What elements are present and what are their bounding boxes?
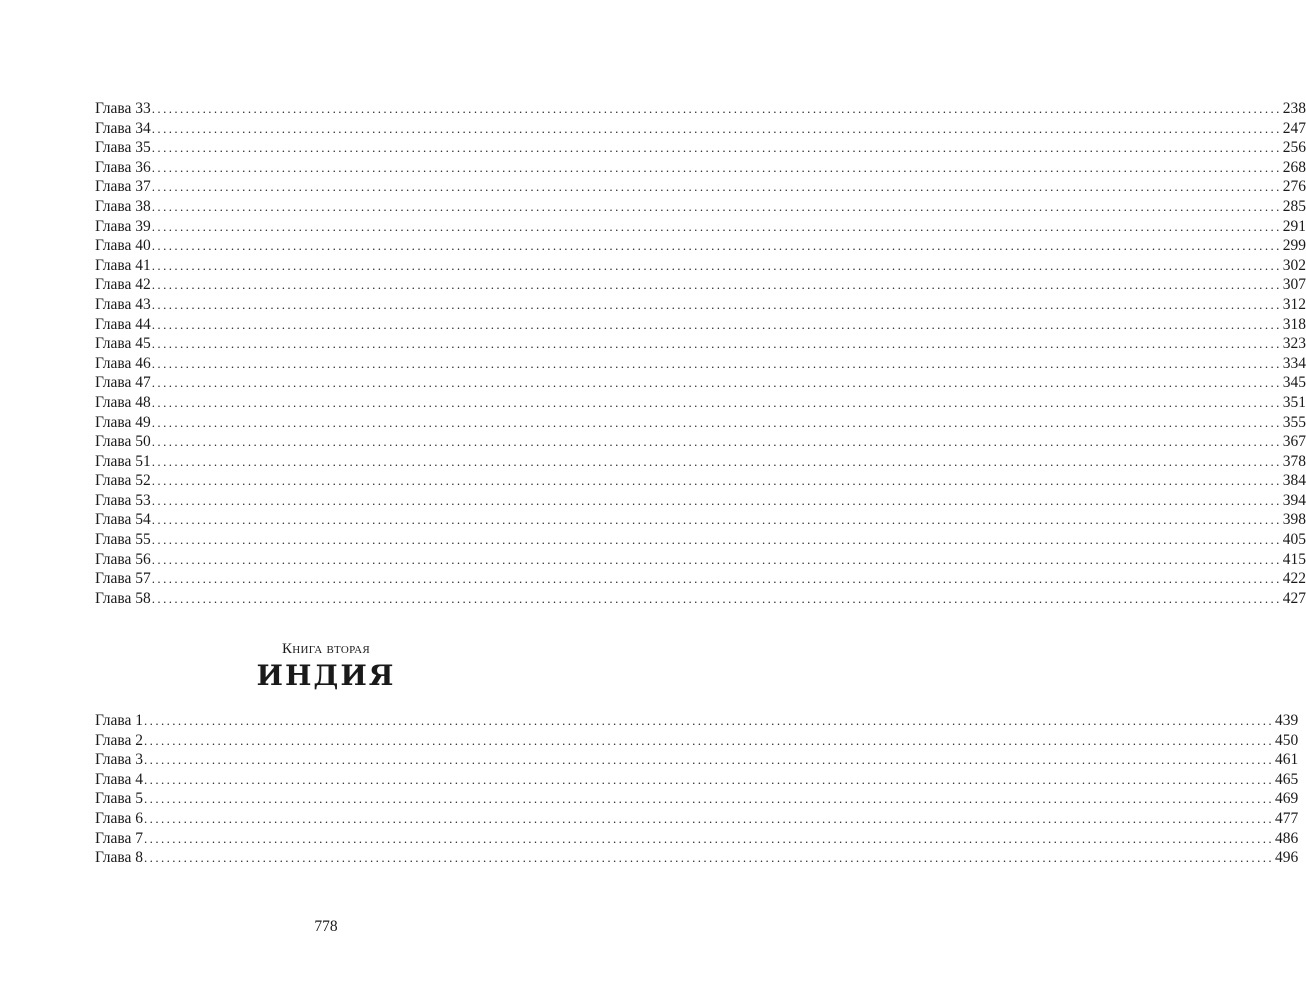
- toc-entry-page: 351: [1282, 393, 1306, 411]
- toc-entry-title: Глава 43: [95, 295, 151, 313]
- toc-entry: [95, 809, 1299, 829]
- dot-leader: ........................................................................................................................................................................................................: [151, 198, 1282, 214]
- dot-leader: ........................................................................................................................................................................................................: [151, 512, 1282, 528]
- toc-entry-page: 285: [1282, 197, 1306, 215]
- toc-entry-title: Глава 2: [95, 731, 144, 749]
- toc-entry-page: 450: [1275, 731, 1299, 749]
- toc-entry-title: Глава 4: [95, 770, 144, 788]
- toc-entry: [95, 471, 1306, 491]
- dot-leader: ........................................................................................................................................................................................................: [151, 532, 1282, 548]
- dot-leader: ........................................................................................................................................................................................................: [151, 551, 1282, 567]
- toc-entry-page: 465: [1275, 770, 1299, 788]
- toc-entry-page: 334: [1282, 354, 1306, 372]
- toc-entry-title: Глава 34: [95, 119, 151, 137]
- dot-leader: ........................................................................................................................................................................................................: [151, 316, 1282, 332]
- dot-leader: ........................................................................................................................................................................................................: [144, 850, 1275, 866]
- toc-entry: [95, 197, 1306, 217]
- toc-entry-title: Глава 58: [95, 589, 151, 607]
- toc-entry: [95, 770, 1299, 790]
- toc-entry-title: Глава 48: [95, 393, 151, 411]
- dot-leader: ........................................................................................................................................................................................................: [144, 830, 1275, 846]
- toc-entry-page: 256: [1282, 139, 1306, 157]
- toc-entry-page: 276: [1282, 178, 1306, 196]
- dot-leader: ........................................................................................................................................................................................................: [151, 140, 1282, 156]
- toc-entry-page: 398: [1282, 511, 1306, 529]
- toc-entry: [95, 789, 1299, 809]
- dot-leader: ........................................................................................................................................................................................................: [151, 394, 1282, 410]
- toc-entry-page: 422: [1282, 570, 1306, 588]
- toc-entry: [95, 315, 1306, 335]
- toc-entry-page: 384: [1282, 472, 1306, 490]
- toc-entry: [95, 491, 1306, 511]
- toc-entry-title: Глава 55: [95, 531, 151, 549]
- dot-leader: ........................................................................................................................................................................................................: [151, 434, 1282, 450]
- toc-entry: [95, 432, 1306, 452]
- toc-entry: [95, 829, 1299, 849]
- dot-leader: ........................................................................................................................................................................................................: [151, 453, 1282, 469]
- toc-entry-title: Глава 45: [95, 335, 151, 353]
- toc-list-part-two: [95, 711, 1299, 868]
- dot-leader: ........................................................................................................................................................................................................: [151, 590, 1282, 606]
- dot-leader: ........................................................................................................................................................................................................: [151, 257, 1282, 273]
- toc-entry-title: Глава 56: [95, 550, 151, 568]
- toc-entry-page: 318: [1282, 315, 1306, 333]
- toc-entry-page: 345: [1282, 374, 1306, 392]
- page-number: 778: [314, 918, 338, 935]
- book-title: ИНДИЯ: [256, 659, 396, 692]
- toc-entry-page: 367: [1282, 433, 1306, 451]
- toc-entry-page: 247: [1282, 119, 1306, 137]
- toc-entry: [95, 275, 1306, 295]
- toc-entry: [95, 99, 1306, 119]
- toc-entry-title: Глава 3: [95, 751, 144, 769]
- dot-leader: ........................................................................................................................................................................................................: [151, 336, 1282, 352]
- toc-entry: [95, 569, 1306, 589]
- dot-leader: ........................................................................................................................................................................................................: [151, 159, 1282, 175]
- toc-entry-page: 469: [1275, 790, 1299, 808]
- toc-entry-title: Глава 57: [95, 570, 151, 588]
- dot-leader: ........................................................................................................................................................................................................: [151, 414, 1282, 430]
- toc-entry-title: Глава 33: [95, 100, 151, 117]
- dot-leader: ........................................................................................................................................................................................................: [151, 473, 1282, 489]
- toc-entry-page: 415: [1282, 550, 1306, 568]
- toc-entry: [95, 256, 1306, 276]
- toc-entry-title: Глава 1: [95, 712, 144, 729]
- toc-entry: [95, 750, 1299, 770]
- toc-entry-title: Глава 5: [95, 790, 144, 808]
- toc-entry: [95, 530, 1306, 550]
- toc-entry: [95, 295, 1306, 315]
- toc-entry-title: Глава 39: [95, 217, 151, 235]
- dot-leader: ........................................................................................................................................................................................................: [144, 791, 1275, 807]
- toc-entry: [95, 217, 1306, 237]
- dot-leader: ........................................................................................................................................................................................................: [151, 101, 1282, 116]
- dot-leader: ........................................................................................................................................................................................................: [144, 771, 1275, 787]
- toc-entry-title: Глава 6: [95, 809, 144, 827]
- toc-entry-title: Глава 52: [95, 472, 151, 490]
- dot-leader: ........................................................................................................................................................................................................: [151, 120, 1282, 136]
- toc-entry-title: Глава 36: [95, 158, 151, 176]
- toc-entry-title: Глава 8: [95, 849, 144, 867]
- toc-entry: [95, 848, 1299, 868]
- toc-entry-page: 312: [1282, 295, 1306, 313]
- toc-entry: [95, 731, 1299, 751]
- toc-entry: [95, 119, 1306, 139]
- toc-entry: [95, 354, 1306, 374]
- toc-entry-title: Глава 35: [95, 139, 151, 157]
- dot-leader: ........................................................................................................................................................................................................: [144, 810, 1275, 826]
- toc-entry-page: 307: [1282, 276, 1306, 294]
- toc-entry-page: 268: [1282, 158, 1306, 176]
- toc-entry-page: 496: [1275, 849, 1299, 867]
- dot-leader: ........................................................................................................................................................................................................: [144, 752, 1275, 768]
- toc-entry: [95, 158, 1306, 178]
- toc-entry-page: 394: [1282, 491, 1306, 509]
- toc-entry: [95, 589, 1306, 609]
- toc-entry-title: Глава 37: [95, 178, 151, 196]
- toc-entry-page: 405: [1282, 531, 1306, 549]
- dot-leader: ........................................................................................................................................................................................................: [144, 713, 1275, 728]
- dot-leader: ........................................................................................................................................................................................................: [151, 238, 1282, 254]
- toc-entry-page: 477: [1275, 809, 1299, 827]
- toc-entry-title: Глава 51: [95, 452, 151, 470]
- toc-entry-title: Глава 42: [95, 276, 151, 294]
- toc-entry: [95, 373, 1306, 393]
- toc-entry: [95, 452, 1306, 472]
- toc-entry: [95, 138, 1306, 158]
- toc-entry-page: 355: [1282, 413, 1306, 431]
- dot-leader: ........................................................................................................................................................................................................: [151, 277, 1282, 293]
- dot-leader: ........................................................................................................................................................................................................: [144, 732, 1275, 748]
- toc-entry: [95, 413, 1306, 433]
- toc-entry-page: 299: [1282, 237, 1306, 255]
- toc-entry-page: 323: [1282, 335, 1306, 353]
- toc-entry-page: 439: [1275, 712, 1299, 729]
- toc-list-part-one: [95, 99, 1306, 608]
- toc-entry-title: Глава 7: [95, 829, 144, 847]
- dot-leader: ........................................................................................................................................................................................................: [151, 355, 1282, 371]
- toc-entry: [95, 550, 1306, 570]
- toc-entry-title: Глава 50: [95, 433, 151, 451]
- toc-entry-page: 427: [1282, 589, 1306, 607]
- dot-leader: ........................................................................................................................................................................................................: [151, 218, 1282, 234]
- toc-entry: [95, 510, 1306, 530]
- toc-entry-page: 378: [1282, 452, 1306, 470]
- dot-leader: ........................................................................................................................................................................................................: [151, 571, 1282, 587]
- toc-entry-page: 291: [1282, 217, 1306, 235]
- dot-leader: ........................................................................................................................................................................................................: [151, 375, 1282, 391]
- toc-entry-title: Глава 46: [95, 354, 151, 372]
- toc-entry-title: Глава 44: [95, 315, 151, 333]
- toc-entry-title: Глава 54: [95, 511, 151, 529]
- toc-entry-title: Глава 47: [95, 374, 151, 392]
- toc-entry-page: 486: [1275, 829, 1299, 847]
- book-subtitle: Книга вторая: [281, 641, 371, 657]
- toc-entry-page: 302: [1282, 256, 1306, 274]
- toc-entry-title: Глава 49: [95, 413, 151, 431]
- toc-entry-page: 461: [1275, 751, 1299, 769]
- toc-entry-title: Глава 53: [95, 491, 151, 509]
- toc-entry: [95, 177, 1306, 197]
- toc-entry-title: Глава 40: [95, 237, 151, 255]
- dot-leader: ........................................................................................................................................................................................................: [151, 492, 1282, 508]
- toc-entry: [95, 236, 1306, 256]
- toc-entry-title: Глава 41: [95, 256, 151, 274]
- dot-leader: ........................................................................................................................................................................................................: [151, 296, 1282, 312]
- toc-entry: [95, 334, 1306, 354]
- toc-entry: [95, 393, 1306, 413]
- dot-leader: ........................................................................................................................................................................................................: [151, 179, 1282, 195]
- toc-entry-page: 238: [1282, 100, 1306, 117]
- toc-entry: [95, 711, 1299, 731]
- toc-entry-title: Глава 38: [95, 197, 151, 215]
